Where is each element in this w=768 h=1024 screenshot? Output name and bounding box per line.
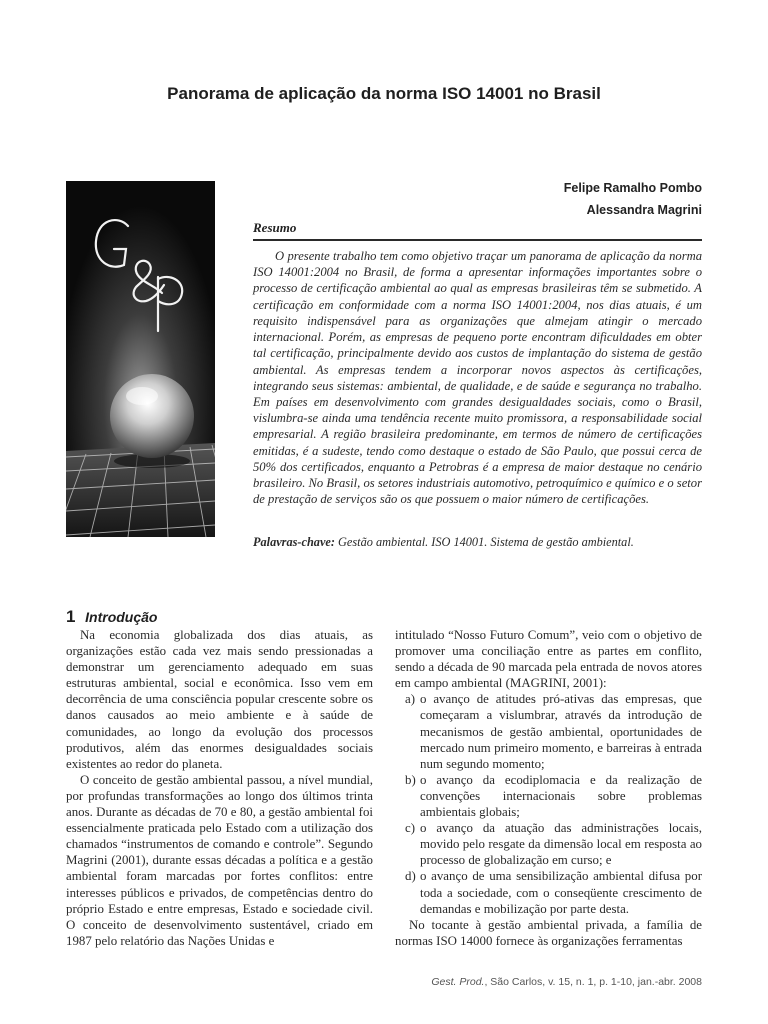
abstract-text: O presente trabalho tem como objetivo traçar um panorama de aplicação da norma ISO 14001:2004 no Brasil, de forma a apresentar informações importantes sobre o processo de certificação ambiental ao qual as empresas brasileiras têm se submetido. A certificação em conformidade com a norma ISO 14001:2004, nos dias atuais, é um requisito indispensável para as organizações que almejam atingir o mercado internacional. Porém, as empresas de pequeno porte encontram dificuldades em obter tal certificação, principalmente devido aos custos de implantação do sistema de gestão ambiental. As empresas tendem a incorporar novos aspectos às certificações, integrando seus sistemas: ambiental, de qualidade, e de saúde e segurança no trabalho. Em países em desenvolvimento com grandes desigualdades sociais, como o Brasil, vislumbra-se ainda uma tendência recente muito promissora, a responsabilidade social empresarial. A região brasileira predominante, em termos de número de certificações emitidas, é a sudeste, tendo como destaque o estado de São Paulo, que possui cerca de 50% dos certificados, enquanto a Petrobras é a empresa de maior destaque no cenário brasileiro. No Brasil, os setores industriais automotivo, petroquímico e químico e o setor de prestação de serviços são os que possuem o maior número de certificações. [253, 249, 702, 507]
list-item [395, 691, 702, 771]
body-paragraph: Na economia globalizada dos dias atuais, as organizações estão cada vez mais sendo pressionadas a demonstrar um gerenciamento adequado em suas estruturas ambiental, social e econômica. Isso vem em decorrência de uma consciência popular crescente sobre os danos causados ao meio ambiente e à saúde de comunidades, ao longo da evolução dos processos produtivos, além das enormes desigualdades sociais existentes ao redor do planeta. [66, 628, 373, 771]
list-marker: d) [405, 869, 416, 884]
left-column [66, 627, 373, 949]
list-item [395, 772, 702, 820]
logo-sphere [110, 374, 194, 458]
list-item-text: o avanço de atitudes pró-ativas das empresas, que começaram a vislumbrar, através da introdução de mecanismos de gestão ambiental, oportunidades de mercado num primeiro momento, e barreiras à entrada num segundo momento; [420, 692, 702, 771]
paper-title: Panorama de aplicação da norma ISO 14001 no Brasil [167, 84, 601, 103]
list-item-text: o avanço da ecodiplomacia e da realização de convenções internacionais sobre problemas ambientais globais; [420, 772, 702, 820]
journal-name: Gest. Prod. [431, 976, 485, 988]
list-item-text: o avanço de uma sensibilização ambiental difusa por toda a sociedade, com o conseqüente crescimento de demandas e mobilização por parte desta. [420, 869, 702, 916]
keywords-text: Gestão ambiental. ISO 14001. Sistema de gestão ambiental. [338, 535, 634, 549]
author-name: Alessandra Magrini [586, 202, 702, 217]
list-marker: a) [405, 692, 416, 707]
keywords-label: Palavras-chave: [253, 535, 335, 549]
keywords [253, 534, 702, 550]
list-marker: c) [405, 821, 416, 836]
list-item-text: o avanço da atuação das administrações locais, movido pelo resgate da dimensão local em resposta ao processo de globalização em curso; e [420, 821, 702, 868]
author-list [500, 178, 702, 221]
body-paragraph: O conceito de gestão ambiental passou, a nível mundial, por profundas transformações ao longo dos últimos trinta anos. Durante as décadas de 70 e 80, a gestão ambiental foi essencialmente praticada pelo Estado com a utilização dos chamados “instrumentos de comando e controle”. Segundo Magrini (2001), durante essas décadas a política e a gestão ambiental foram marcadas por fortes conflitos: entre interesses públicos e privados, de competências dentro do próprio Estado e entre empresas, Estado e sociedade civil. O conceito de desenvolvimento sustentável, criado em 1987 pelo relatório das Nações Unidas e [66, 772, 373, 948]
list-marker: b) [405, 772, 416, 787]
author-name: Felipe Ramalho Pombo [563, 181, 702, 195]
citation: , São Carlos, v. 15, n. 1, p. 1-10, jan.-abr. 2008 [484, 976, 702, 988]
abstract-heading: Resumo [253, 220, 702, 241]
list-item [395, 820, 702, 868]
section-heading [66, 601, 157, 629]
page-footer [300, 976, 702, 988]
body-paragraph: No tocante à gestão ambiental privada, a família de normas ISO 14000 fornece às organizações ferramentas [395, 917, 702, 948]
enumerated-list [395, 691, 702, 916]
body-paragraph: intitulado “Nosso Futuro Comum”, veio com o objetivo de promover uma conciliação entre as partes em conflito, sendo a década de 90 marcada pela entrada de novos atores em campo ambiental (MAGRINI, 2001): [395, 628, 702, 691]
section-number: 1 [66, 607, 76, 626]
journal-logo [66, 181, 215, 537]
list-item [395, 868, 702, 916]
right-column [395, 627, 702, 949]
section-title: Introdução [85, 609, 158, 625]
